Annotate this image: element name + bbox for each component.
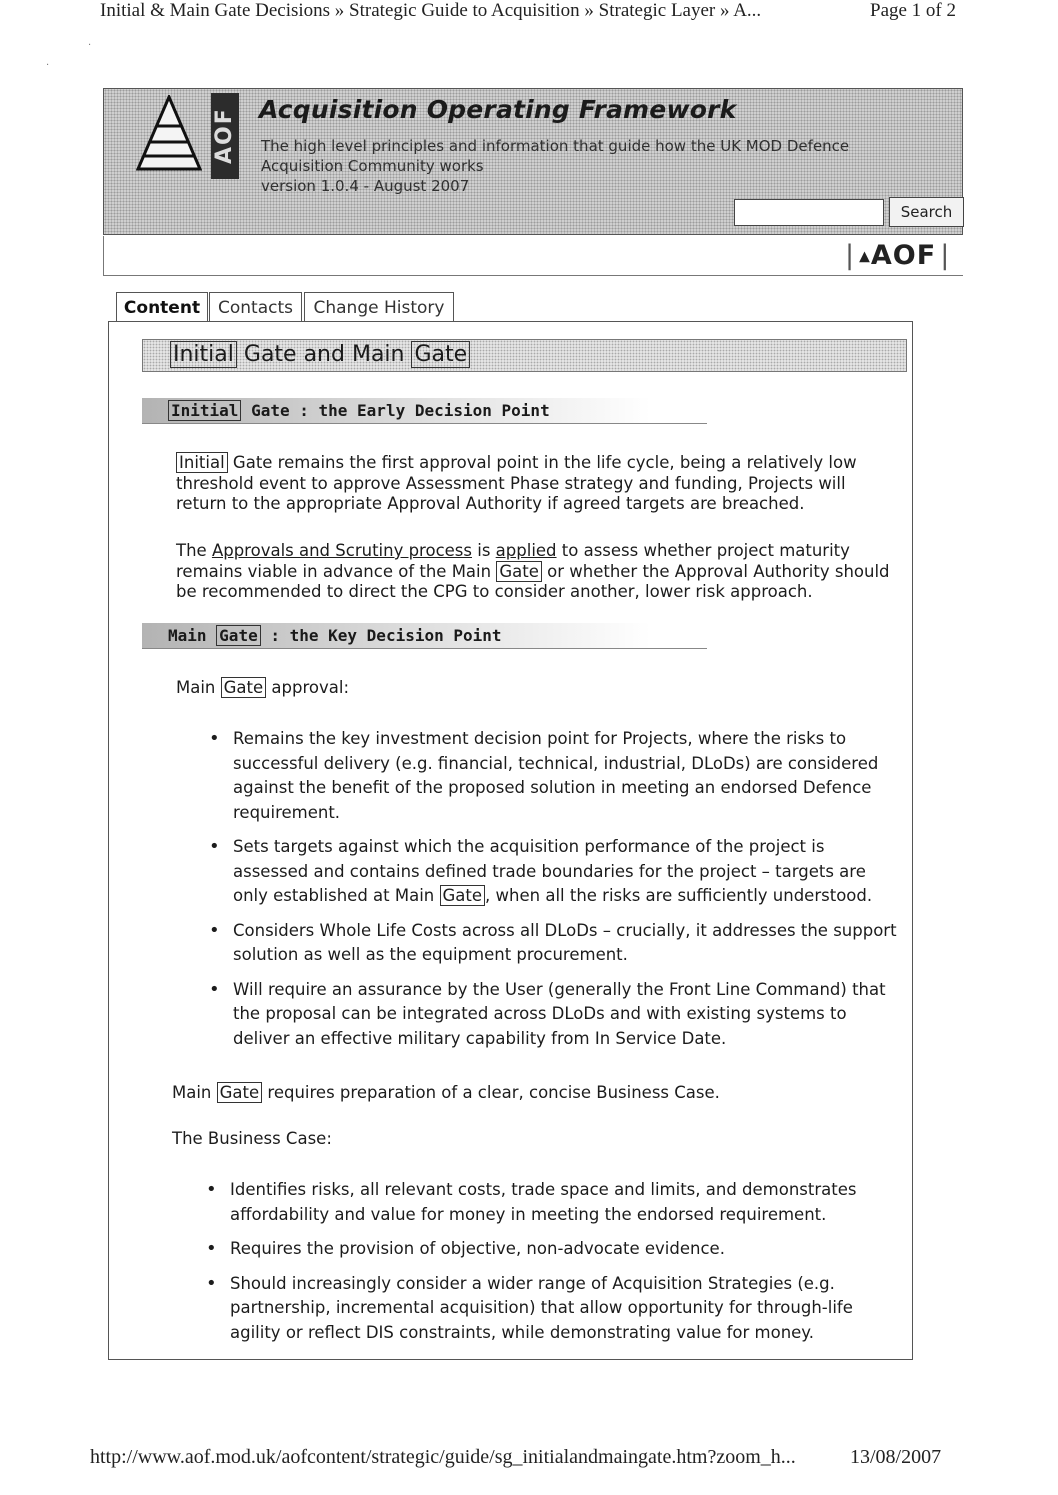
section-heading-main-gate bbox=[142, 623, 707, 649]
print-date: 13/08/2007 bbox=[850, 1446, 942, 1468]
paragraph-text: to assess whether project maturity remains viable in advance of the Main bbox=[176, 541, 850, 581]
list-item bbox=[209, 835, 899, 909]
list-item: • Will require an assurance by the User (generally the Front Line Command) that the proposal can be integrated across DLoDs and with existing systems to deliver an effective military capability from In Service Date. bbox=[209, 978, 899, 1052]
list-item: • Considers Whole Life Costs across all DLoDs – crucially, it addresses the support solution as well as the equipment procurement. bbox=[209, 919, 899, 968]
site-version: version 1.0.4 - August 2007 bbox=[261, 177, 470, 195]
aof-logo[interactable]: | ▲AOF | bbox=[845, 240, 951, 271]
paragraph-text: approval: bbox=[271, 678, 350, 697]
highlight-gate: Gate bbox=[496, 561, 542, 582]
small-pyramid-icon: ▲ bbox=[859, 248, 871, 265]
section-heading-text: : the Key Decision Point bbox=[270, 626, 502, 645]
approvals-scrutiny-link[interactable]: Approvals and Scrutiny process bbox=[211, 541, 472, 560]
applied-link[interactable]: applied bbox=[495, 541, 557, 560]
highlight-initial: Initial bbox=[170, 341, 237, 368]
highlight-initial: Initial bbox=[176, 452, 228, 473]
paragraph-text: Main bbox=[172, 1083, 212, 1102]
tab-contacts[interactable]: Contacts bbox=[209, 292, 302, 322]
list-item-text: Sets targets against which the acquisition performance of the project is assessed and contains defined trade boundaries for the project – targets are only established at Main bbox=[233, 837, 866, 905]
paragraph-business-case-intro: The Business Case: bbox=[172, 1129, 332, 1148]
highlight-initial: Initial bbox=[168, 400, 241, 421]
paragraph-text: Gate remains the first approval point in the life cycle, being a relatively low threshold event to approve Assessment Phase strategy and funding, Projects will return to the appropriate Approval Authority if agreed targets are breached. bbox=[176, 453, 857, 513]
section-heading-text: Main bbox=[168, 626, 207, 645]
search-button[interactable]: Search bbox=[889, 197, 964, 227]
print-url: http://www.aof.mod.uk/aofcontent/strategic/guide/sg_initialandmaingate.htm?zoom_h... bbox=[90, 1446, 796, 1468]
sub-banner bbox=[103, 236, 963, 276]
print-header bbox=[100, 2, 980, 24]
highlight-gate: Gate bbox=[217, 1082, 263, 1103]
pyramid-logo-icon bbox=[136, 95, 202, 171]
list-item: • Should increasingly consider a wider range of Acquisition Strategies (e.g. partnership, incremental acquisition) that allow opportunity for through-life agility or reflect DIS constraints, while demonstrating value for money. bbox=[206, 1272, 896, 1346]
site-title: Acquisition Operating Framework bbox=[259, 95, 737, 124]
highlight-gate: Gate bbox=[221, 677, 267, 698]
list-item-text: , when all the risks are sufficiently understood. bbox=[485, 886, 873, 905]
approval-bullet-list bbox=[209, 727, 899, 1061]
paragraph-business-case bbox=[172, 1083, 720, 1104]
paragraph-text: requires preparation of a clear, concise Business Case. bbox=[267, 1083, 720, 1102]
highlight-gate: Gate bbox=[440, 885, 486, 906]
site-subtitle: The high level principles and information that guide how the UK MOD Defence Acquisition Community works bbox=[261, 137, 850, 175]
scan-speck: · bbox=[88, 40, 92, 51]
paragraph-initial-gate bbox=[176, 453, 901, 515]
list-item: • Requires the provision of objective, non-advocate evidence. bbox=[206, 1237, 896, 1262]
business-case-bullet-list bbox=[206, 1178, 896, 1355]
content-panel bbox=[108, 321, 913, 1360]
print-page-number: Page 1 of 2 bbox=[870, 2, 957, 21]
search-input[interactable] bbox=[734, 199, 884, 226]
paragraph-text: The bbox=[176, 541, 212, 560]
tab-content[interactable]: Content bbox=[116, 292, 208, 323]
page-title-text: Gate and Main bbox=[243, 342, 405, 367]
paragraph-text: or whether the Approval Authority should be recommended to direct the CPG to consider another, lower risk approach. bbox=[176, 561, 890, 601]
section-heading-text: Gate : the Early Decision Point bbox=[251, 401, 550, 420]
paragraph-text: Main bbox=[176, 678, 216, 697]
print-footer bbox=[90, 1446, 970, 1472]
paragraph-text: is bbox=[472, 541, 496, 560]
page-title bbox=[142, 339, 907, 372]
highlight-gate: Gate bbox=[411, 341, 470, 368]
tab-change-history[interactable]: Change History bbox=[304, 292, 454, 322]
list-item: • Remains the key investment decision point for Projects, where the risks to successful delivery (e.g. financial, technical, industrial, DLoDs) are considered against the benefit of the proposed solution in meeting an endorsed Defence requirement. bbox=[209, 727, 899, 825]
scan-speck: · bbox=[46, 60, 50, 71]
aof-logo-text: AOF bbox=[870, 240, 937, 271]
site-banner bbox=[103, 88, 963, 235]
section-heading-initial-gate bbox=[142, 398, 707, 424]
highlight-gate: Gate bbox=[216, 625, 261, 646]
aof-vertical-logo: AOF bbox=[211, 93, 239, 179]
paragraph-approvals bbox=[176, 541, 911, 603]
print-header-title: Initial & Main Gate Decisions » Strategic Guide to Acquisition » Strategic Layer » A... bbox=[100, 2, 762, 21]
list-item: • Identifies risks, all relevant costs, trade space and limits, and demonstrates affordability and value for money in meeting the endorsed requirement. bbox=[206, 1178, 896, 1227]
paragraph-main-gate-approval bbox=[176, 678, 349, 699]
